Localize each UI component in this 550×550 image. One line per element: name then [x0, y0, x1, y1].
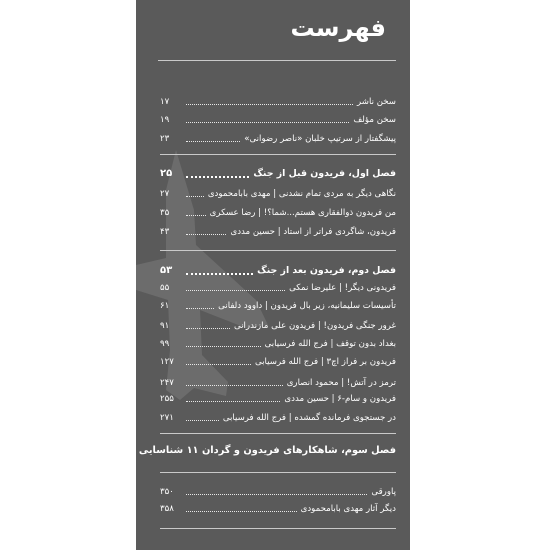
toc-entry-page: ۹۹: [160, 339, 170, 349]
toc-entry[interactable]: [160, 222, 396, 238]
toc-entry[interactable]: [160, 373, 396, 389]
dot-leader: [186, 104, 353, 105]
toc-entry[interactable]: [160, 184, 396, 200]
dot-leader: [186, 328, 230, 329]
toc-entry[interactable]: [160, 296, 396, 312]
toc-entry-page: ۲۵۵: [160, 394, 174, 404]
dot-leader: [186, 494, 367, 495]
dot-leader: [186, 196, 204, 197]
toc-title: فهرست: [290, 14, 386, 42]
dot-leader: [186, 511, 297, 512]
toc-entry-page: ۳۵۸: [160, 504, 174, 514]
toc-entry-page: ۳۵: [160, 208, 170, 218]
toc-entry-label: فریدون، شاگردی فراتر از استاد | حسین مددی: [230, 227, 396, 237]
dot-leader: [186, 290, 285, 291]
toc-entry-page: ۱۲۷: [160, 357, 174, 367]
dot-leader: [186, 385, 283, 386]
section-divider: [160, 528, 396, 529]
toc-entry-page: ۶۱: [160, 301, 170, 311]
title-divider: [158, 60, 396, 61]
section-divider: [160, 472, 396, 473]
toc-entry[interactable]: [160, 110, 396, 126]
toc-entry-page: ۲۷: [160, 189, 170, 199]
dot-leader: [186, 401, 280, 402]
section-divider: [160, 250, 396, 251]
toc-entry-label: فریدون و سام-۶ | حسین مددی: [284, 394, 396, 404]
section-divider: [160, 433, 396, 434]
toc-entry-page: ۵۵: [160, 283, 170, 293]
toc-entry-label: من فریدون ذوالفقاری هستم...شما؟! | رضا عسکری: [209, 208, 396, 218]
toc-entry-page: ۱۷: [160, 97, 170, 107]
toc-chapter[interactable]: [160, 164, 396, 180]
toc-entry-page: ۲۳: [160, 134, 170, 144]
toc-entry-label: نگاهی دیگر به مردی تمام نشدنی | مهدی بابامحمودی: [207, 189, 396, 199]
toc-chapter-label: فصل اول، فریدون قبل از جنگ: [253, 168, 396, 179]
toc-entry[interactable]: [160, 278, 396, 294]
toc-entry-page: ۱۹: [160, 115, 170, 125]
toc-page: [108, 0, 410, 550]
toc-entry-label: تأسیسات سلیمانیه، زیر بال فریدون | داوود دلفانی: [218, 301, 396, 311]
toc-entry-label: پاورقی: [371, 487, 396, 497]
toc-entry[interactable]: [160, 408, 396, 424]
toc-chapter-page: ۵۳: [160, 265, 173, 276]
dot-leader: [186, 273, 253, 275]
toc-entry[interactable]: [160, 129, 396, 145]
dot-leader: [186, 215, 206, 216]
dot-leader: [186, 346, 261, 347]
toc-entry-label: فریدون بر فراز اچ۳ | فرج الله فرسیابی: [255, 357, 396, 367]
toc-entry-page: ۲۷۱: [160, 413, 174, 423]
toc-entry-label: سخن ناشر: [357, 97, 396, 107]
toc-entry[interactable]: [160, 203, 396, 219]
toc-chapter-page: ۲۵: [160, 168, 173, 179]
dot-leader: [186, 364, 251, 365]
toc-chapter-label: فصل دوم، فریدون بعد از جنگ: [257, 265, 396, 276]
toc-chapter[interactable]: [160, 261, 396, 277]
toc-entry[interactable]: [160, 316, 396, 332]
toc-entry-page: ۹۱: [160, 321, 170, 331]
toc-entry-label: پیشگفتار از سرتیپ خلبان «ناصر رضوانی»: [244, 134, 396, 144]
toc-entry[interactable]: [160, 389, 396, 405]
toc-entry-label: بغداد بدون توقف | فرج الله فرسیابی: [264, 339, 396, 349]
toc-entry[interactable]: [160, 499, 396, 515]
dot-leader: [186, 141, 240, 142]
toc-entry-label: غرور جنگی فریدون! | فریدون علی مازندرانی: [233, 321, 396, 331]
toc-entry[interactable]: [160, 334, 396, 350]
toc-entry-page: ۲۴۷: [160, 378, 174, 388]
toc-entry-label: سخن مؤلف: [353, 115, 396, 125]
dot-leader: [186, 176, 249, 178]
toc-entry-page: ۳۵۰: [160, 487, 174, 497]
toc-entry[interactable]: [160, 482, 396, 498]
toc-entry-label: در جستجوی فرمانده گمشده | فرج الله فرسیابی: [222, 413, 396, 423]
toc-entry-label: فریدونی دیگر! | علیرضا نمکی: [289, 283, 396, 293]
section-divider: [160, 154, 396, 155]
toc-entry[interactable]: [160, 92, 396, 108]
toc-chapter-page: ۳۰۹: [108, 445, 128, 456]
toc-chapter[interactable]: [108, 441, 396, 457]
toc-entry[interactable]: [160, 352, 396, 368]
toc-chapter-label: فصل سوم، شاهکارهای فریدون و گردان ۱۱ شناسایی: [138, 445, 396, 456]
dot-leader: [186, 420, 219, 421]
toc-entry-label: دیگر آثار مهدی بابامحمودی: [300, 504, 396, 514]
toc-entry-label: ترمز در آتش! | محمود انصاری: [286, 378, 396, 388]
dot-leader: [186, 234, 226, 235]
dot-leader: [186, 308, 214, 309]
dot-leader: [186, 122, 349, 123]
toc-entry-page: ۴۳: [160, 227, 170, 237]
